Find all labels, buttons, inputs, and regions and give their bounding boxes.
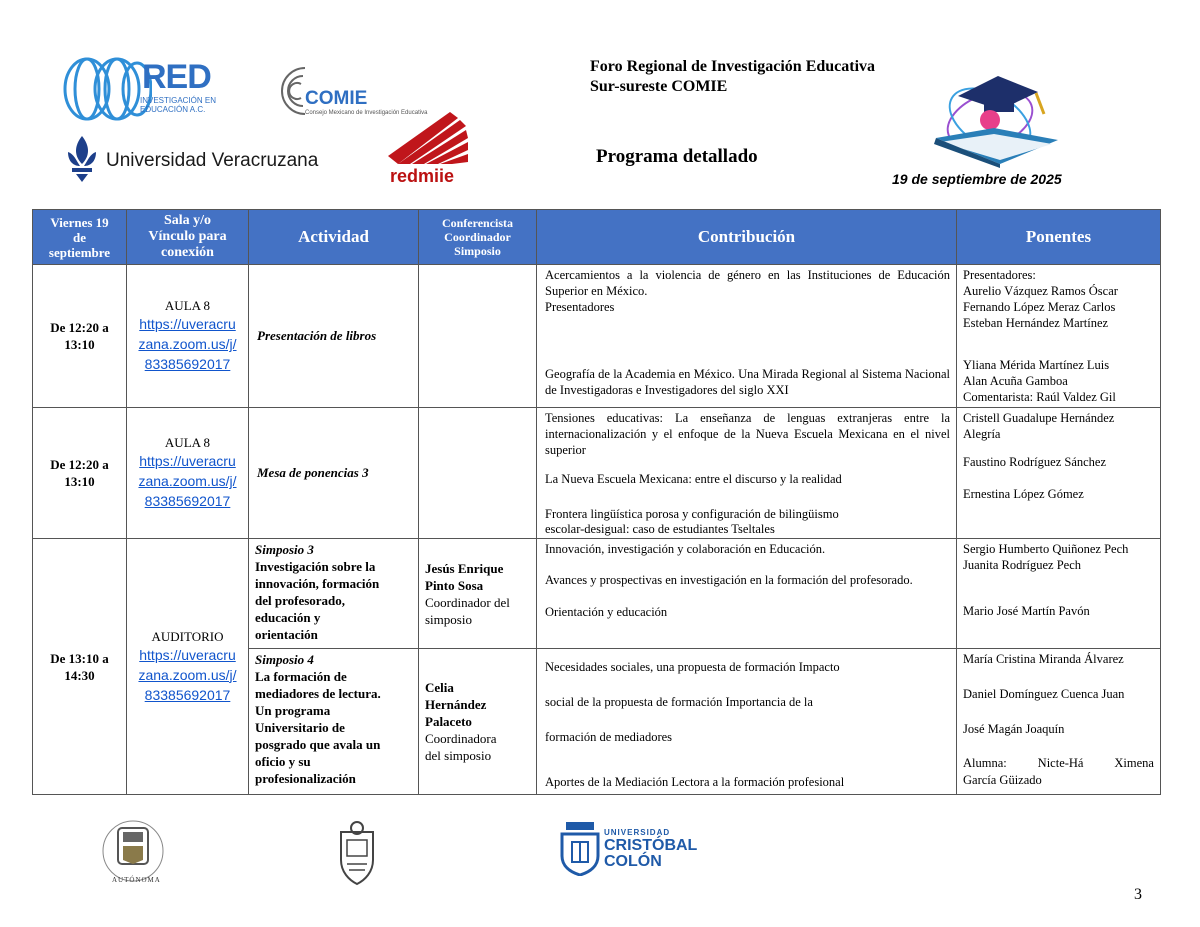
speakers-cell xyxy=(957,539,1161,649)
symposium-title: Simposio 3 xyxy=(255,542,314,557)
header-day-line1: Viernes 19 xyxy=(50,214,109,230)
symposium-line: Universitario de xyxy=(255,720,345,735)
speaker-line: Comentarista: Raúl Valdez Gil xyxy=(963,390,1116,404)
contribution-item: Presentadores xyxy=(545,300,615,314)
uv-flower-icon xyxy=(64,132,100,184)
red-globe-icon xyxy=(62,54,152,124)
time-start: De 12:20 a xyxy=(50,457,109,472)
speakers-cell xyxy=(957,408,1161,539)
activity-cell: Mesa de ponencias 3 xyxy=(249,408,419,539)
zoom-link-part3[interactable]: 83385692017 xyxy=(144,686,231,703)
symposium-line: orientación xyxy=(255,627,318,642)
event-title xyxy=(590,57,875,97)
table-header-row xyxy=(33,210,1161,265)
redmiie-logo xyxy=(388,112,478,188)
header-conferencista xyxy=(419,210,537,265)
contribution-item: social de la propuesta de formación Importancia de la xyxy=(545,695,813,709)
header-contribucion: Contribución xyxy=(537,210,957,265)
speaker-line: Esteban Hernández Martínez xyxy=(963,316,1109,330)
speaker-line: García Güizado xyxy=(963,773,1042,787)
symposium-line: La formación de xyxy=(255,669,347,684)
room-name: AUDITORIO xyxy=(151,628,224,644)
header-day xyxy=(33,210,127,265)
ucc-logo xyxy=(560,820,700,876)
speaker-line: Cristell Guadalupe Hernández xyxy=(963,411,1115,425)
speakers-cell xyxy=(957,265,1161,408)
books-illustration xyxy=(928,68,1063,168)
red-logo xyxy=(62,54,237,124)
sala-cell xyxy=(127,265,249,408)
contribution-item: Aportes de la Mediación Lectora a la formación profesional xyxy=(545,775,845,789)
contribution-item: escolar-desigual: caso de estudiantes Tseltales xyxy=(545,522,775,536)
time-end: 13:10 xyxy=(64,337,95,352)
zoom-link-part3[interactable]: 83385692017 xyxy=(144,356,231,372)
symposium-title: Simposio 4 xyxy=(255,652,314,667)
speaker-line: Alan Acuña Gamboa xyxy=(963,374,1068,388)
redmiie-rays-icon xyxy=(388,112,468,164)
speaker-line: José Magán Joaquín xyxy=(963,722,1065,736)
speaker-line: Ernestina López Gómez xyxy=(963,487,1084,501)
header-actividad: Actividad xyxy=(249,210,419,265)
redmiie-logo-text: redmiie xyxy=(390,166,455,186)
table-row xyxy=(33,265,1161,408)
speaker-line: Aurelio Vázquez Ramos Óscar xyxy=(963,284,1118,298)
coordinator-name: Pinto Sosa xyxy=(425,577,484,593)
zoom-link-part3[interactable]: 83385692017 xyxy=(144,493,231,509)
uv-logo xyxy=(64,132,319,184)
symposium-3-cell xyxy=(249,539,419,649)
time-cell xyxy=(33,265,127,408)
symposium-line: del profesorado, xyxy=(255,593,346,608)
speaker-line: Mario José Martín Pavón xyxy=(963,604,1090,618)
contribution-item: Avances y prospectivas en investigación en la formación del profesorado. xyxy=(545,573,913,587)
time-end: 14:30 xyxy=(64,667,95,683)
contribution-cell xyxy=(537,265,957,408)
zoom-link-part1[interactable]: https://uveracru xyxy=(139,453,236,469)
speaker-word: Alumna: xyxy=(963,756,1007,770)
zoom-link[interactable] xyxy=(127,314,248,374)
speaker-line: Daniel Domínguez Cuenca Juan xyxy=(963,687,1125,701)
ucc-line1: CRISTÓBAL xyxy=(604,837,698,854)
table-row xyxy=(33,539,1161,649)
symposium-line: mediadores de lectura. xyxy=(255,686,381,701)
header-day-line2: de xyxy=(73,229,86,245)
symposium-line: innovación, formación xyxy=(255,576,380,591)
contribution-item: Tensiones educativas: La enseñanza de lenguas extranjeras entre la internacionalización y el enfoque de la Nueva Escuela Mexicana en el nivel superior xyxy=(545,411,950,457)
speaker-line: María Cristina Miranda Álvarez xyxy=(963,652,1124,666)
program-table xyxy=(32,209,1161,795)
ucc-label-small: UNIVERSIDAD xyxy=(604,828,671,837)
zoom-link-part1[interactable]: https://uveracru xyxy=(139,316,236,332)
speaker-line: Alegría xyxy=(963,427,1001,441)
speaker-line: Faustino Rodríguez Sánchez xyxy=(963,455,1107,469)
speaker-line: Juanita Rodríguez Pech xyxy=(963,558,1082,572)
time-start: De 12:20 a xyxy=(50,320,109,335)
shield-logo xyxy=(337,820,377,886)
speaker-line: Fernando López Meraz Carlos xyxy=(963,300,1116,314)
symposium-line: Investigación sobre la xyxy=(255,559,376,574)
contribution-cell xyxy=(537,408,957,539)
coordinator-cell-empty xyxy=(419,408,537,539)
room-name: AULA 8 xyxy=(164,435,211,450)
header-ponentes: Ponentes xyxy=(957,210,1161,265)
red-logo-subtitle: INVESTIGACIÓN EN EDUCACIÓN A.C. xyxy=(140,96,217,114)
time-cell xyxy=(33,539,127,795)
speaker-word: Nicte-Há xyxy=(1037,756,1084,770)
symposium-line: posgrado que avala un xyxy=(255,737,381,752)
coordinator-role: Coordinador del xyxy=(425,594,510,610)
contribution-cell xyxy=(537,649,957,795)
zoom-link[interactable] xyxy=(127,645,248,705)
uv-logo-text: Universidad Veracruzana xyxy=(106,150,319,171)
red-logo-text: RED xyxy=(142,58,211,96)
header-sala xyxy=(127,210,249,265)
coordinator-name: Jesús Enrique xyxy=(425,560,504,576)
contribution-item: La Nueva Escuela Mexicana: entre el discurso y la realidad xyxy=(545,472,842,486)
coordinator-role: Coordinadora xyxy=(425,731,497,746)
time-end: 13:10 xyxy=(64,474,95,489)
coordinator-name: Palaceto xyxy=(425,714,472,729)
activity-cell: Presentación de libros xyxy=(249,265,419,408)
symposium-line: profesionalización xyxy=(255,771,356,786)
speaker-word: Ximena xyxy=(1114,756,1154,770)
header-sala-line1: Sala y/o xyxy=(163,213,212,228)
symposium-line: educación y xyxy=(255,610,321,625)
shield-icon xyxy=(337,820,377,886)
coordinator-role: del simposio xyxy=(425,748,492,763)
header-conf-line2: Coordinador xyxy=(444,230,511,244)
sala-cell xyxy=(127,408,249,539)
event-date: 19 de septiembre de 2025 xyxy=(892,171,1062,187)
zoom-link-part2[interactable]: zana.zoom.us/j/ xyxy=(138,666,237,683)
coordinator-cell xyxy=(419,539,537,649)
speaker-line: Sergio Humberto Quiñonez Pech xyxy=(963,542,1129,556)
comie-logo-subtitle: Consejo Mexicano de Investigación Educativa xyxy=(305,110,428,116)
header-sala-line3: conexión xyxy=(161,245,214,260)
speaker-line: Yliana Mérida Martínez Luis xyxy=(963,358,1110,372)
zoom-link-part2[interactable]: zana.zoom.us/j/ xyxy=(138,336,237,352)
contribution-item: Acercamientos a la violencia de género en las Instituciones de Educación Superior en México. xyxy=(545,268,950,298)
header-day-line3: septiembre xyxy=(48,244,111,260)
program-title: Programa detallado xyxy=(596,146,758,167)
sala-cell xyxy=(127,539,249,795)
ucc-line2: COLÓN xyxy=(604,853,662,870)
contribution-item: Frontera lingüística porosa y configuración de bilingüismo xyxy=(545,507,839,521)
speaker-line: Presentadores: xyxy=(963,268,1036,282)
coordinator-name: Celia xyxy=(425,680,454,695)
zoom-link-part2[interactable]: zana.zoom.us/j/ xyxy=(138,473,237,489)
contribution-item: formación de mediadores xyxy=(545,730,673,744)
zoom-link-part1[interactable]: https://uveracru xyxy=(139,646,236,663)
graduation-book-icon xyxy=(928,68,1063,168)
unach-label: AUTÓNOMA xyxy=(112,876,161,884)
zoom-link[interactable] xyxy=(127,451,248,511)
contribution-item: Orientación y educación xyxy=(545,605,668,619)
header-sala-line2: Vínculo para xyxy=(148,229,227,244)
header-conf-line3: Simposio xyxy=(454,244,501,258)
symposium-line: Un programa xyxy=(255,703,331,718)
symposium-line: oficio y su xyxy=(255,754,311,769)
header-conf-line1: Conferencista xyxy=(441,216,514,230)
contribution-item: Innovación, investigación y colaboración en Educación. xyxy=(545,542,826,556)
table-row xyxy=(33,408,1161,539)
time-cell xyxy=(33,408,127,539)
ucc-label-big xyxy=(604,838,697,870)
contribution-item: Necesidades sociales, una propuesta de formación Impacto xyxy=(545,660,840,674)
coordinator-cell-empty xyxy=(419,265,537,408)
contribution-cell xyxy=(537,539,957,649)
coordinator-cell xyxy=(419,649,537,795)
time-start: De 13:10 a xyxy=(50,650,109,666)
ucc-crest-icon xyxy=(560,820,600,876)
comie-logo-text: COMIE xyxy=(305,88,368,109)
unach-logo xyxy=(98,818,168,888)
page-number: 3 xyxy=(1134,886,1142,903)
symposium-4-cell xyxy=(249,649,419,795)
coordinator-role: simposio xyxy=(425,611,472,627)
event-title-line1: Foro Regional de Investigación Educativa xyxy=(590,58,876,75)
speaker-line xyxy=(963,755,1154,771)
coordinator-name: Hernández xyxy=(425,697,487,712)
contribution-item: Geografía de la Academia en México. Una Mirada Regional al Sistema Nacional de Investigadoras e Investigadores del siglo XXI xyxy=(545,367,950,397)
event-title-line2: Sur-sureste COMIE xyxy=(590,78,728,95)
room-name: AULA 8 xyxy=(164,298,211,313)
speakers-cell xyxy=(957,649,1161,795)
